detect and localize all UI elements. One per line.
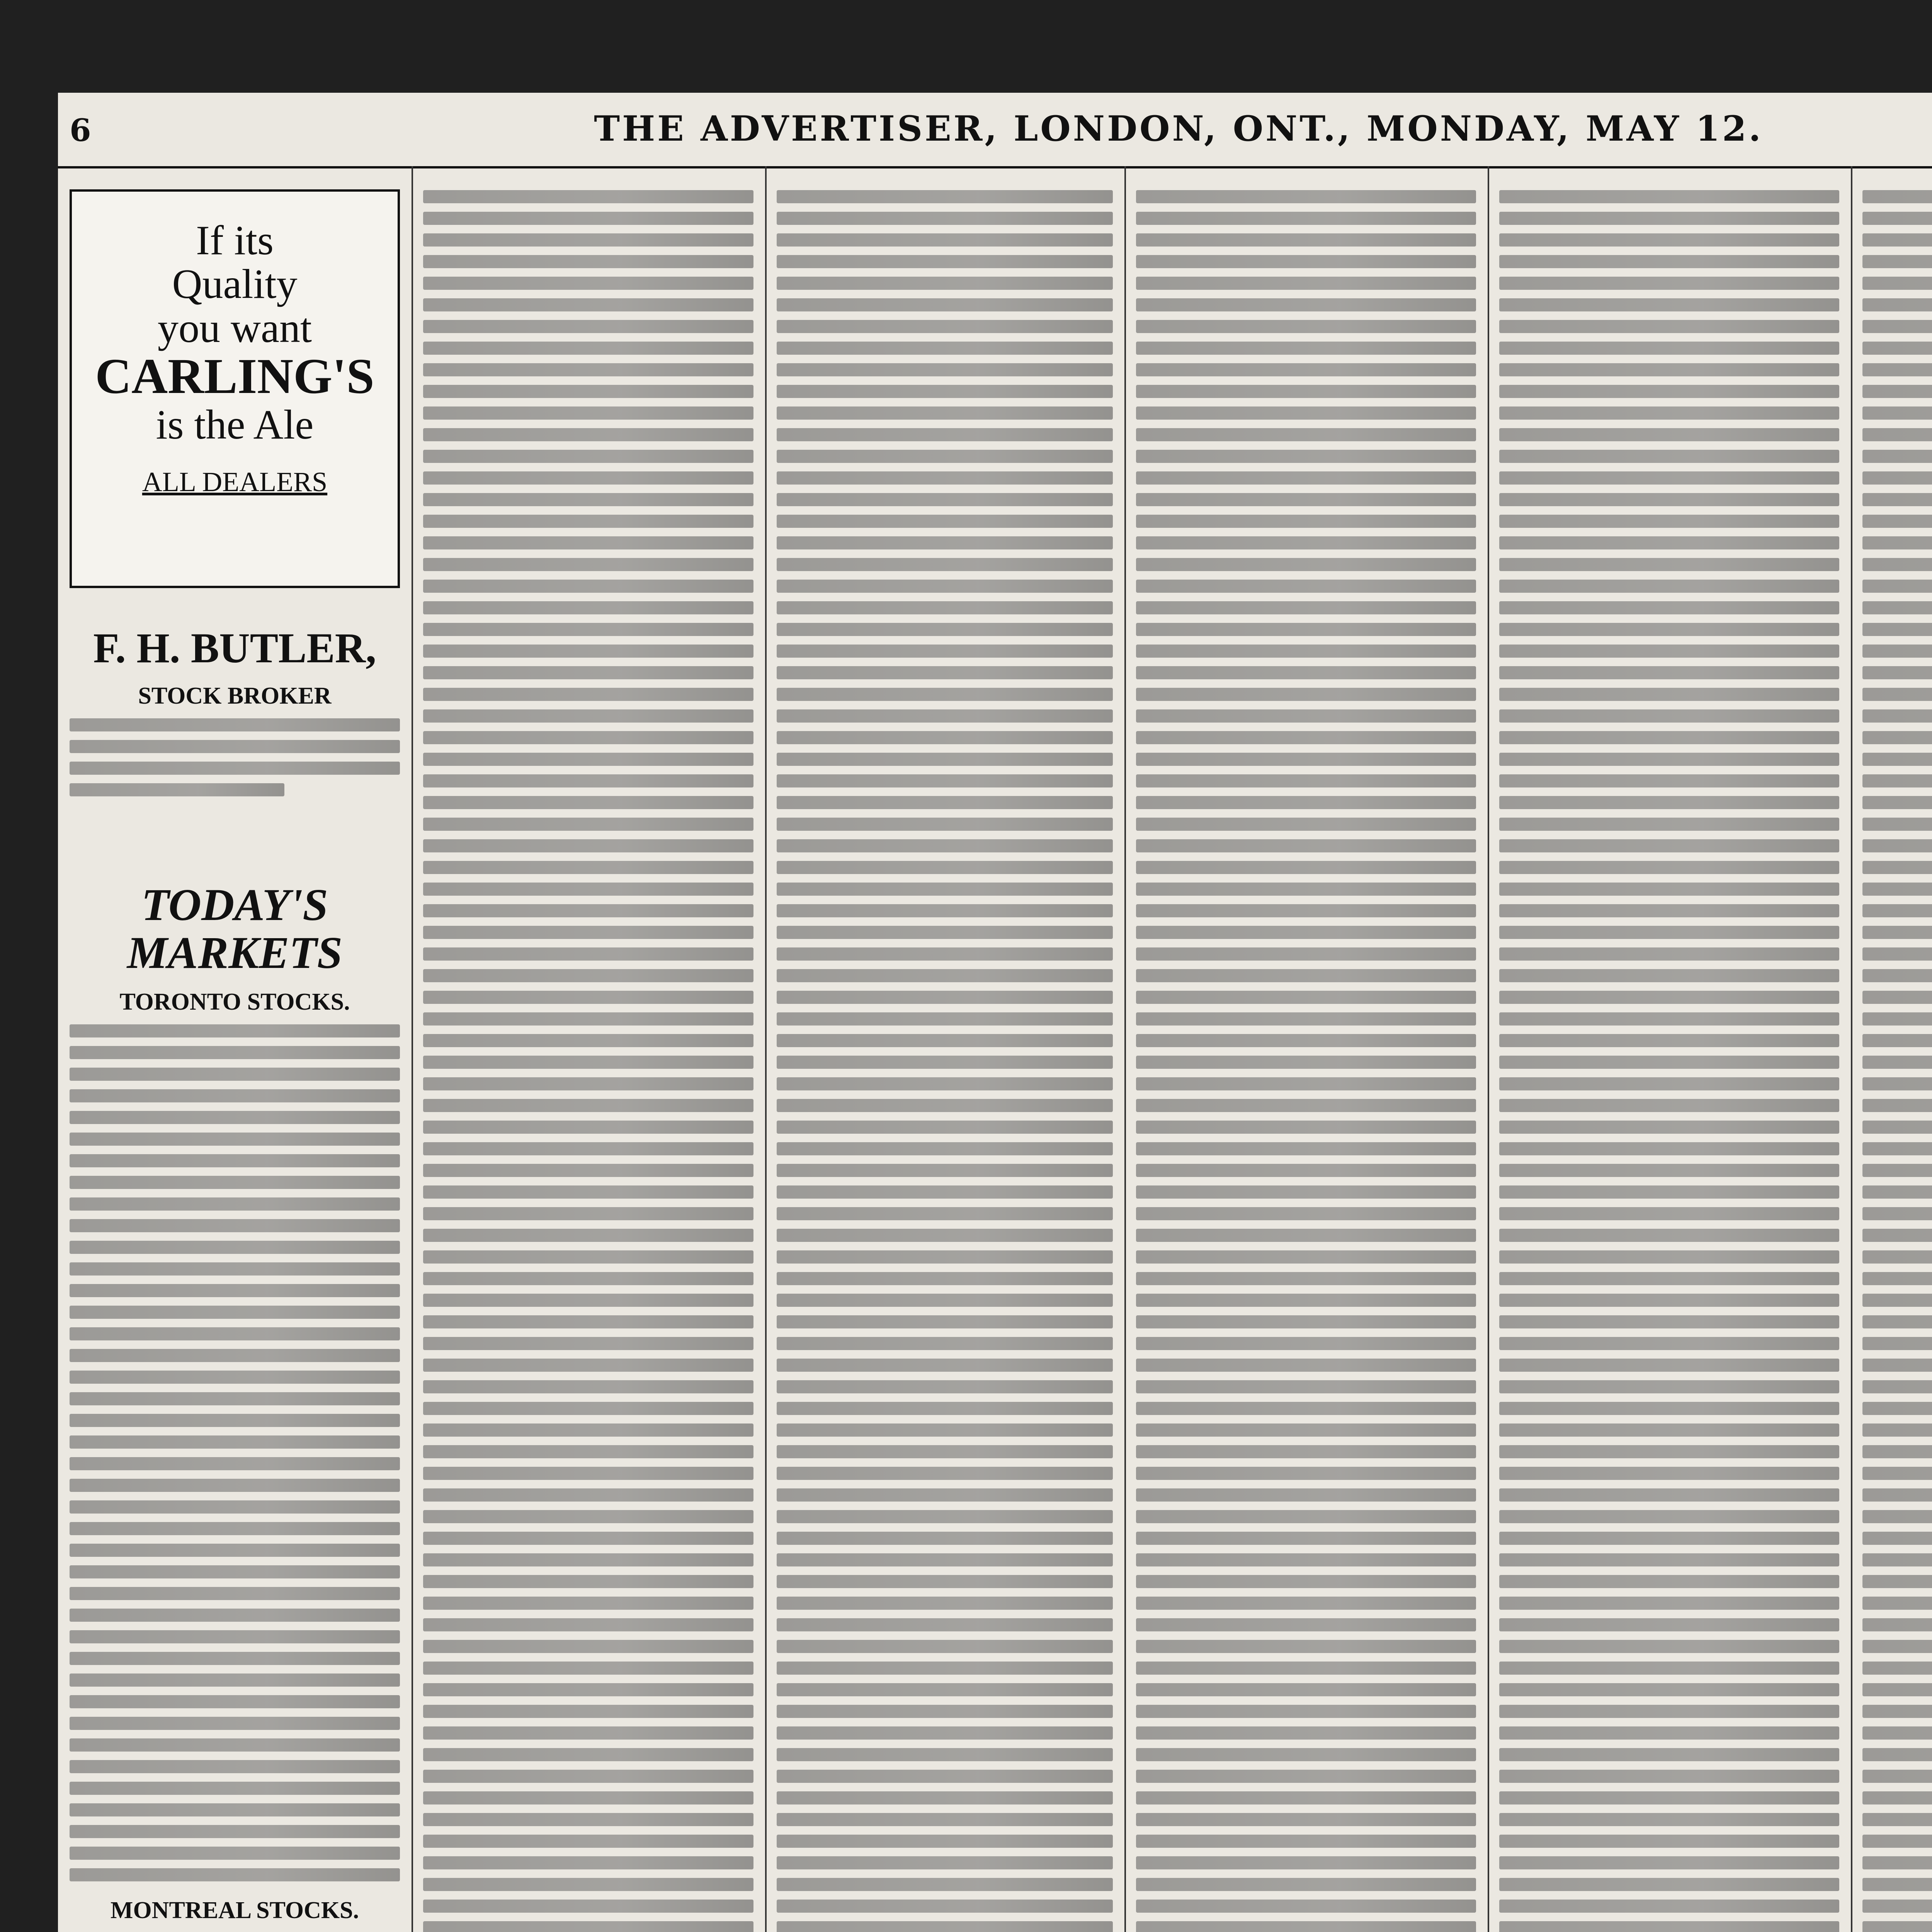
column-1: [58, 166, 412, 1932]
ad-brand: CARLING'S: [95, 349, 374, 405]
ad-line: is the Ale: [156, 401, 314, 448]
markets-heading: TODAY'S MARKETS: [127, 879, 343, 978]
butler-block: [70, 614, 400, 805]
butler-heading: F. H. BUTLER,: [93, 624, 376, 672]
column-5: [1488, 166, 1851, 1932]
carlings-ad: [70, 189, 400, 588]
masthead: [58, 93, 1932, 168]
page-number: 6: [70, 112, 91, 148]
toronto-stocks-heading: TORONTO STOCKS.: [119, 988, 350, 1015]
column-4: [1124, 166, 1488, 1932]
masthead-title: THE ADVERTISER, LONDON, ONT., MONDAY, MAY 12.: [594, 108, 1763, 149]
column-6: [1851, 166, 1932, 1932]
butler-subheading: STOCK BROKER: [138, 682, 332, 709]
ad-line: Quality: [172, 261, 298, 308]
column-2: [412, 166, 765, 1932]
ad-line: you want: [158, 305, 312, 351]
ad-footer: ALL DEALERS: [142, 466, 328, 498]
newspaper-sheet: [58, 93, 1932, 1932]
markets-block: [70, 869, 400, 1932]
column-3: [765, 166, 1124, 1932]
montreal-stocks-heading: MONTREAL STOCKS.: [110, 1897, 359, 1923]
ad-line: If its: [196, 218, 274, 264]
